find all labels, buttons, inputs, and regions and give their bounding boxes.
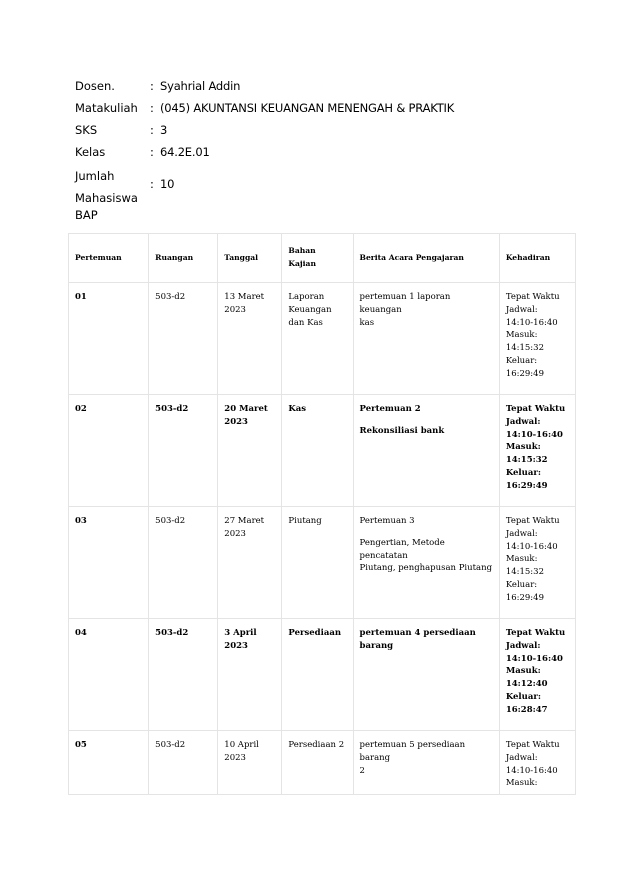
cell-pertemuan: 02 — [69, 395, 149, 507]
cell-pertemuan: 05 — [69, 731, 149, 795]
table-row — [69, 619, 576, 731]
tanggal-line: 3 April — [224, 628, 257, 638]
header-tanggal: Tanggal — [218, 234, 282, 283]
header-bahan-line2: Kajian — [288, 259, 317, 268]
tanggal-year: 2023 — [224, 416, 248, 427]
cell-kehadiran — [499, 619, 575, 731]
cell-berita-acara — [353, 731, 499, 795]
masuk-label: Masuk: — [505, 778, 538, 789]
cell-berita-acara — [353, 507, 499, 619]
berita-line: pertemuan 4 persediaan barang — [359, 628, 476, 651]
cell-ruangan: 503-d2 — [149, 283, 218, 395]
cell-tanggal — [218, 507, 282, 619]
keluar-label: Keluar: — [505, 355, 538, 366]
colon: : — [150, 177, 154, 191]
jumlah-label-line1: Jumlah — [75, 169, 115, 183]
kelas-label: Kelas — [75, 145, 106, 159]
masuk-label: Masuk: — [505, 666, 541, 677]
berita-line: pertemuan 5 persediaan barang — [359, 740, 466, 763]
cell-pertemuan: 01 — [69, 283, 149, 395]
cell-pertemuan: 03 — [69, 507, 149, 619]
tanggal-year: 2023 — [224, 752, 246, 763]
header-bahan-kajian — [282, 234, 353, 283]
kelas-value: 64.2E.01 — [160, 145, 210, 159]
sks-label: SKS — [75, 123, 98, 137]
colon: : — [150, 145, 154, 159]
bap-table — [68, 233, 576, 795]
colon: : — [150, 123, 154, 137]
cell-kehadiran — [499, 507, 575, 619]
jumlah-mahasiswa-value: 10 — [160, 177, 175, 191]
keluar-value: 16:29:49 — [505, 480, 548, 491]
bahan-line: Persediaan 2 — [288, 740, 345, 750]
dosen-value: Syahrial Addin — [160, 79, 241, 93]
bahan-line: Persediaan — [288, 628, 342, 638]
masuk-label: Masuk: — [505, 442, 541, 453]
cell-kehadiran — [499, 283, 575, 395]
header-pertemuan: Pertemuan — [69, 234, 149, 283]
jumlah-mahasiswa-label — [75, 165, 138, 209]
masuk-value: 14:15:32 — [505, 455, 548, 466]
keluar-label: Keluar: — [505, 691, 541, 702]
bahan-line: Kas — [288, 404, 307, 414]
keluar-value: 16:29:49 — [505, 592, 544, 603]
berita-line: Pertemuan 2 — [359, 404, 421, 414]
berita-line: Pertemuan 3 — [359, 516, 415, 526]
kehadiran-status: Tepat Waktu — [505, 516, 560, 526]
header-bahan-line1: Bahan — [288, 246, 316, 256]
cell-berita-acara — [353, 283, 499, 395]
matakuliah-label: Matakuliah — [75, 101, 138, 115]
bahan-line: dan Kas — [288, 317, 323, 328]
kehadiran-status: Tepat Waktu — [505, 628, 566, 638]
bahan-line: Piutang — [288, 516, 322, 526]
jadwal-value: 14:10-16:40 — [505, 765, 558, 776]
cell-tanggal — [218, 283, 282, 395]
table-row — [69, 283, 576, 395]
jadwal-label: Jadwal: — [505, 528, 538, 539]
masuk-value: 14:15:32 — [505, 343, 544, 354]
cell-bahan-kajian — [282, 507, 353, 619]
jadwal-label: Jadwal: — [505, 752, 538, 763]
jadwal-label: Jadwal: — [505, 416, 541, 427]
tanggal-year: 2023 — [224, 304, 246, 315]
cell-bahan-kajian — [282, 283, 353, 395]
jumlah-label-line2: Mahasiswa — [75, 191, 138, 205]
table-row — [69, 731, 576, 795]
cell-bahan-kajian — [282, 731, 353, 795]
cell-ruangan: 503-d2 — [149, 619, 218, 731]
jadwal-value: 14:10-16:40 — [505, 317, 558, 328]
berita-note: Pengertian, Metode pencatatan — [359, 537, 445, 561]
berita-line: kas — [359, 317, 375, 328]
kehadiran-status: Tepat Waktu — [505, 292, 560, 302]
jadwal-value: 14:10-16:40 — [505, 429, 563, 440]
bahan-line: Keuangan — [288, 304, 332, 315]
jadwal-value: 14:10-16:40 — [505, 653, 563, 664]
berita-note: Rekonsiliasi bank — [359, 425, 445, 436]
jadwal-label: Jadwal: — [505, 304, 538, 315]
masuk-label: Masuk: — [505, 330, 538, 341]
header-ruangan: Ruangan — [149, 234, 218, 283]
tanggal-year: 2023 — [224, 640, 248, 651]
cell-kehadiran — [499, 395, 575, 507]
kehadiran-status: Tepat Waktu — [505, 404, 566, 414]
tanggal-line: 20 Maret — [224, 404, 268, 414]
keluar-label: Keluar: — [505, 579, 538, 590]
cell-ruangan: 503-d2 — [149, 731, 218, 795]
cell-bahan-kajian — [282, 619, 353, 731]
tanggal-line: 13 Maret — [224, 292, 265, 302]
table-header-row — [69, 234, 576, 283]
masuk-value: 14:15:32 — [505, 567, 544, 578]
dosen-label: Dosen. — [75, 79, 115, 93]
bahan-line: Laporan — [288, 292, 325, 302]
masuk-value: 14:12:40 — [505, 679, 548, 690]
keluar-value: 16:28:47 — [505, 704, 548, 715]
cell-kehadiran — [499, 731, 575, 795]
bap-heading: BAP — [75, 208, 98, 222]
cell-berita-acara — [353, 619, 499, 731]
matakuliah-value: (045) AKUNTANSI KEUANGAN MENENGAH & PRAKTIK — [160, 101, 455, 115]
cell-ruangan: 503-d2 — [149, 507, 218, 619]
berita-line: 2 — [359, 765, 365, 776]
keluar-value: 16:29:49 — [505, 368, 544, 379]
tanggal-line: 10 April — [224, 740, 259, 750]
tanggal-year: 2023 — [224, 528, 246, 539]
cell-ruangan: 503-d2 — [149, 395, 218, 507]
cell-bahan-kajian — [282, 395, 353, 507]
tanggal-line: 27 Maret — [224, 516, 265, 526]
colon: : — [150, 79, 154, 93]
kehadiran-status: Tepat Waktu — [505, 740, 560, 750]
cell-pertemuan: 04 — [69, 619, 149, 731]
cell-tanggal — [218, 395, 282, 507]
table-row — [69, 395, 576, 507]
berita-line: Piutang, penghapusan Piutang — [359, 563, 493, 574]
masuk-label: Masuk: — [505, 554, 538, 565]
cell-tanggal — [218, 731, 282, 795]
sks-value: 3 — [160, 123, 168, 137]
jadwal-value: 14:10-16:40 — [505, 541, 558, 552]
cell-berita-acara — [353, 395, 499, 507]
cell-tanggal — [218, 619, 282, 731]
header-kehadiran: Kehadiran — [499, 234, 575, 283]
colon: : — [150, 101, 154, 115]
keluar-label: Keluar: — [505, 467, 541, 478]
header-berita-acara: Berita Acara Pengajaran — [353, 234, 499, 283]
jadwal-label: Jadwal: — [505, 640, 541, 651]
berita-line: pertemuan 1 laporan keuangan — [359, 292, 451, 315]
table-row — [69, 507, 576, 619]
